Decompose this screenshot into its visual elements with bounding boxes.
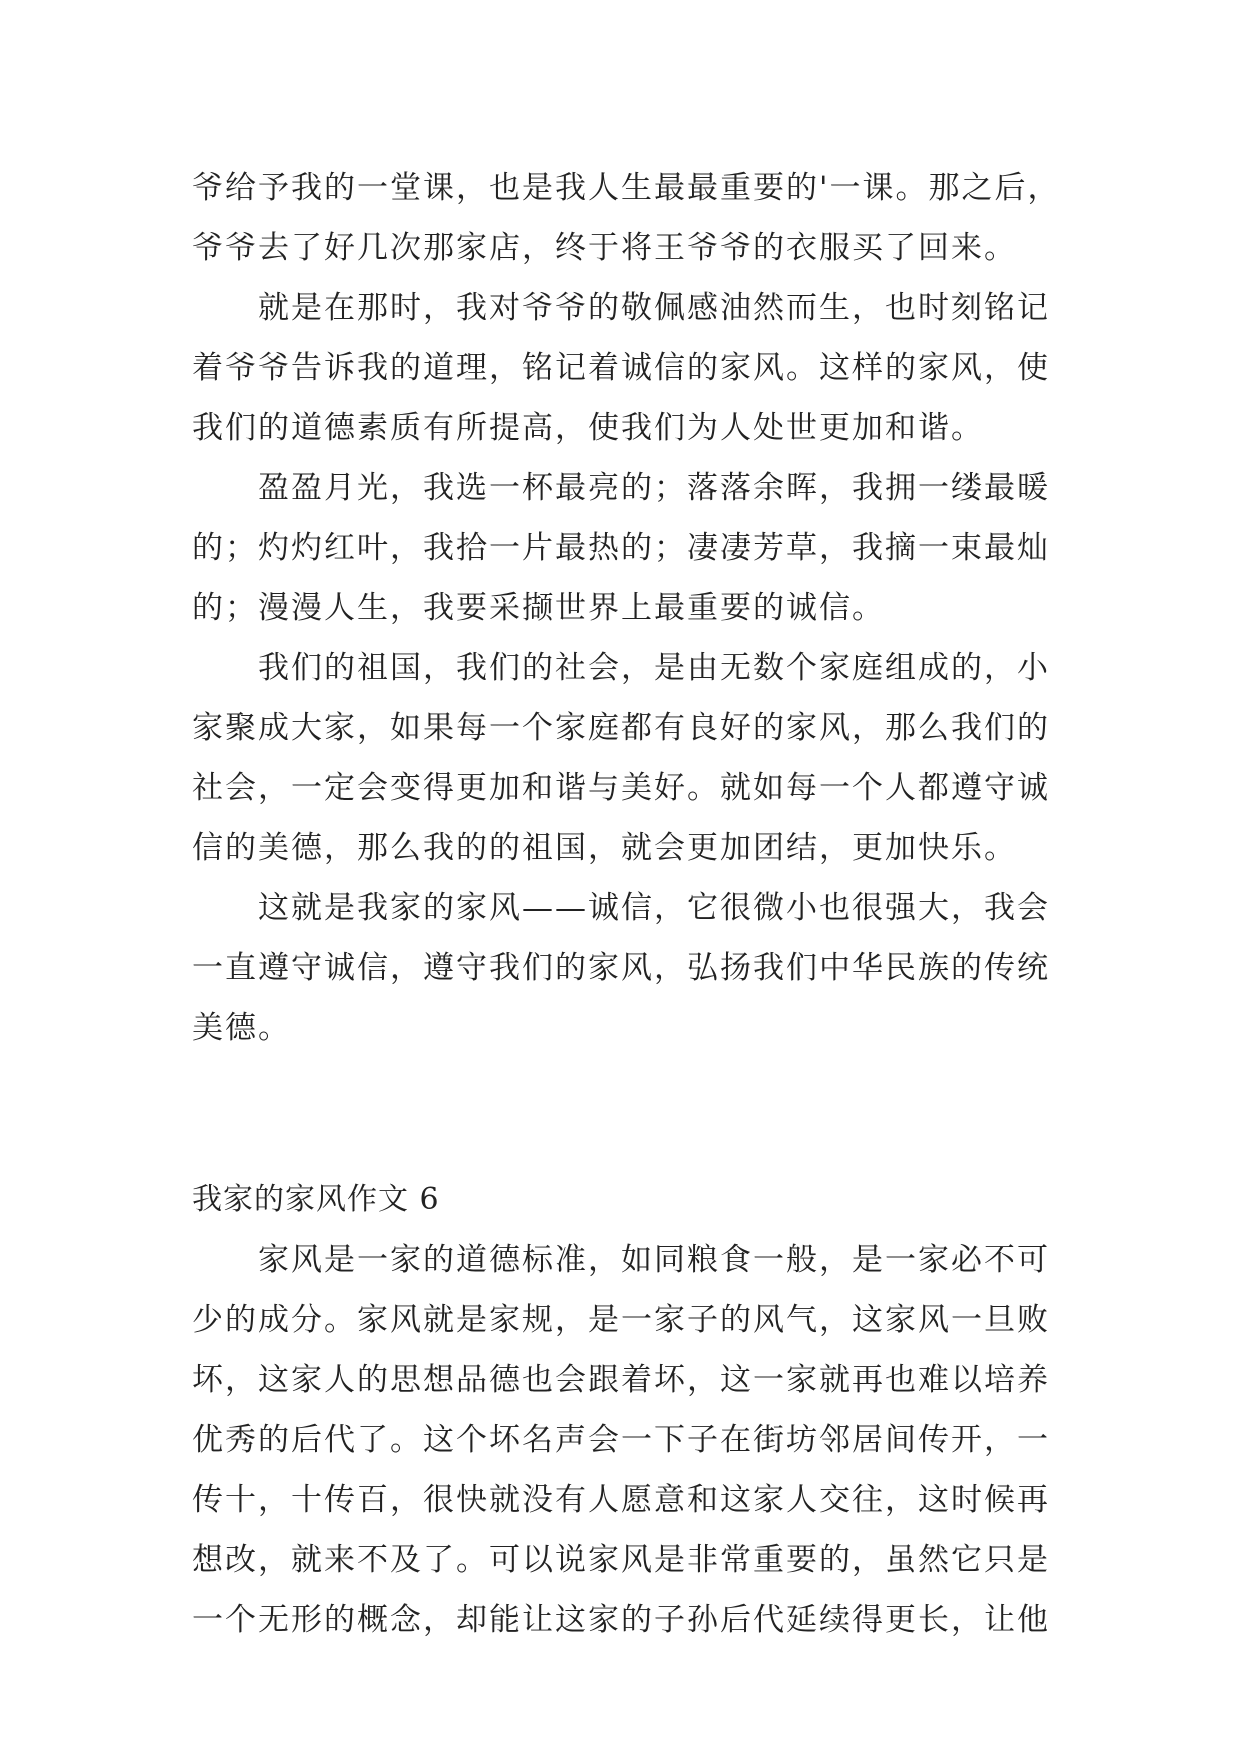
text-line: 着爷爷告诉我的道理，铭记着诚信的家风。这样的家风，使 [192, 350, 1050, 386]
text-line: 社会，一定会变得更加和谐与美好。就如每一个人都遵守诚 [192, 770, 1050, 806]
text-line: 爷爷去了好几次那家店，终于将王爷爷的衣服买了回来。 [192, 230, 1017, 266]
text-line: 美德。 [192, 1010, 291, 1046]
text-line: 我们的祖国，我们的社会，是由无数个家庭组成的，小 [258, 650, 1050, 686]
text-line: 盈盈月光，我选一杯最亮的；落落余晖，我拥一缕最暖 [258, 470, 1050, 506]
text-line: 的；漫漫人生，我要采撷世界上最重要的诚信。 [192, 590, 885, 626]
text-line: 的；灼灼红叶，我拾一片最热的；凄凄芳草，我摘一束最灿 [192, 530, 1050, 566]
text-line: 坏，这家人的思想品德也会跟着坏，这一家就再也难以培养 [192, 1362, 1050, 1398]
text-line: 优秀的后代了。这个坏名声会一下子在街坊邻居间传开，一 [192, 1422, 1050, 1458]
text-line: 传十，十传百，很快就没有人愿意和这家人交往，这时候再 [192, 1482, 1050, 1518]
text-line: 我们的道德素质有所提高，使我们为人处世更加和谐。 [192, 410, 984, 446]
paragraph [192, 458, 1062, 638]
paragraph [192, 278, 1062, 458]
document-body [192, 158, 1062, 1650]
section-gap [192, 1058, 1062, 1170]
text-line: 就是在那时，我对爷爷的敬佩感油然而生，也时刻铭记 [258, 290, 1050, 326]
text-line: 想改，就来不及了。可以说家风是非常重要的，虽然它只是 [192, 1542, 1050, 1578]
section-heading: 我家的家风作文 6 [192, 1182, 440, 1217]
text-line: 这就是我家的家风——诚信，它很微小也很强大，我会 [258, 890, 1050, 926]
paragraph [192, 638, 1062, 878]
text-line: 少的成分。家风就是家规，是一家子的风气，这家风一旦败 [192, 1302, 1050, 1338]
paragraph [192, 1230, 1062, 1650]
text-line: 一个无形的概念，却能让这家的子孙后代延续得更长，让他 [192, 1602, 1050, 1638]
text-line: 家聚成大家，如果每一个家庭都有良好的家风，那么我们的 [192, 710, 1050, 746]
paragraph [192, 878, 1062, 1058]
paragraph-continuation [192, 158, 1062, 278]
text-line: 一直遵守诚信，遵守我们的家风，弘扬我们中华民族的传统 [192, 950, 1050, 986]
text-line: 家风是一家的道德标准，如同粮食一般，是一家必不可 [258, 1242, 1050, 1278]
text-line: 爷给予我的一堂课，也是我人生最最重要的'一课。那之后， [192, 170, 1061, 206]
text-line: 信的美德，那么我的的祖国，就会更加团结，更加快乐。 [192, 830, 1017, 866]
